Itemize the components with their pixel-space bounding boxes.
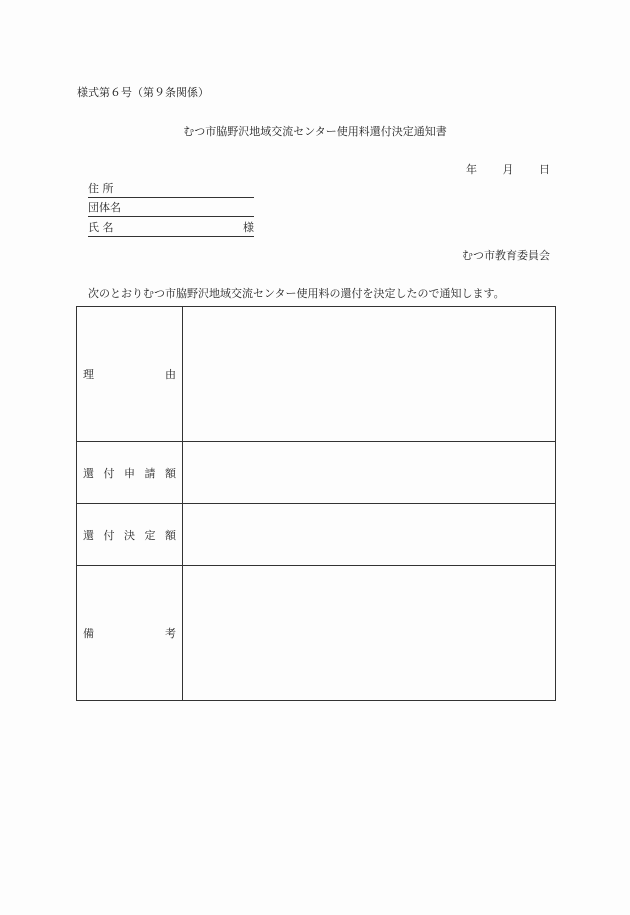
name-field[interactable] [88, 220, 254, 237]
form-number: 様式第６号（第９条関係） [77, 86, 209, 99]
organization-label: 団体名 [88, 201, 121, 214]
refund-table [76, 306, 556, 701]
table-row [77, 566, 556, 701]
name-label: 氏 名 [88, 221, 114, 234]
decided-amount-header: 還 付 決 定 額 [77, 504, 183, 566]
organization-field[interactable] [88, 200, 254, 217]
table-row [77, 504, 556, 566]
decided-amount-cell[interactable] [183, 504, 556, 566]
name-suffix: 様 [243, 221, 254, 234]
address-field[interactable] [88, 181, 254, 198]
requested-amount-header: 還 付 申 請 額 [77, 442, 183, 504]
notice-text: 次のとおりむつ市脇野沢地域交流センター使用料の還付を決定したので通知します。 [88, 287, 505, 300]
table-row [77, 307, 556, 442]
remarks-header: 備 考 [77, 566, 183, 701]
remarks-cell[interactable] [183, 566, 556, 701]
date-line: 年 月 日 [466, 163, 550, 176]
reason-header: 理 由 [77, 307, 183, 442]
address-label: 住 所 [88, 182, 114, 195]
issuer: むつ市教育委員会 [462, 249, 550, 262]
reason-cell[interactable] [183, 307, 556, 442]
document-title: むつ市脇野沢地域交流センター使用料還付決定通知書 [183, 125, 447, 138]
requested-amount-cell[interactable] [183, 442, 556, 504]
table-row [77, 442, 556, 504]
